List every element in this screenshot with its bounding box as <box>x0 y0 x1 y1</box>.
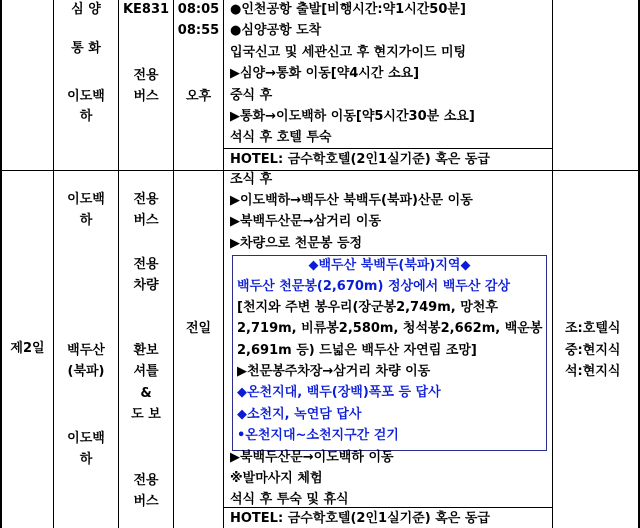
region-label: 통 화 <box>71 41 101 56</box>
schedule-line: 석식 후 호텔 투숙 <box>230 130 332 145</box>
meal-label: 조:호텔식 <box>565 321 621 336</box>
col-divider <box>223 0 224 528</box>
col-divider <box>552 0 553 528</box>
box-detail: [천지와 주변 봉우리(장군봉2,749m, 망천후 <box>237 300 498 315</box>
region-label: 이도백 <box>67 192 105 207</box>
schedule-line: ▶차량으로 천문봉 등정 <box>230 236 363 251</box>
table-border-left <box>0 0 2 528</box>
transport-label: 환보 <box>133 343 159 358</box>
region-label: 하 <box>79 213 93 228</box>
region-label: 심 양 <box>71 2 101 17</box>
schedule-line: ▶심양→통화 이동[약4시간 소요] <box>230 66 420 81</box>
box-detail: 2,691m 등) 드넓은 백두산 자연림 조망] <box>237 343 477 358</box>
schedule-line: 입국신고 및 세관신고 후 현지가이드 미팅 <box>230 45 467 60</box>
transport-label: 버스 <box>133 89 159 104</box>
schedule-line: ▶통화→이도백하 이동[약5시간30분 소요] <box>230 109 475 124</box>
row-divider <box>0 170 640 171</box>
region-label: 이도백 <box>67 89 105 104</box>
box-line: 백두산 천문봉(2,670m) 정상에서 백두산 감상 <box>237 279 511 294</box>
region-label: 이도백 <box>67 431 105 446</box>
transport-label: 버스 <box>133 213 159 228</box>
meal-label: 석:현지식 <box>565 364 621 379</box>
time-label: 08:05 <box>177 2 220 17</box>
transport-label: 전용 <box>133 68 159 83</box>
col-divider <box>173 0 174 528</box>
schedule-line: ▶북백두산문→삼거리 이동 <box>230 214 381 229</box>
row-divider <box>223 148 553 149</box>
box-line: ◆온천지대, 백두(장백)폭포 등 답사 <box>237 385 441 400</box>
box-line: ▶천문봉주차장→삼거리 차량 이동 <box>237 364 431 379</box>
schedule-line: 중식 후 <box>230 88 273 103</box>
day-label: 제2일 <box>10 341 45 356</box>
schedule-line: ▶북백두산문→이도백하 이동 <box>230 450 394 465</box>
meal-label: 중:현지식 <box>565 343 621 358</box>
transport-label: & <box>140 386 152 401</box>
time-label: 08:55 <box>177 23 220 38</box>
schedule-line: ●심양공항 도착 <box>230 23 322 38</box>
flight-number: KE831 <box>122 2 170 17</box>
transport-label: 셔틀 <box>133 364 159 379</box>
transport-label: 전용 <box>133 257 159 272</box>
box-title: ◆백두산 북백두(북파)지역◆ <box>308 258 471 273</box>
transport-label: 차량 <box>133 278 159 293</box>
schedule-line: ●인천공항 출발[비행시간:약1시간50분] <box>230 2 466 17</box>
time-label: 오후 <box>185 89 212 104</box>
box-line: •온천지대~소천지구간 걷기 <box>237 428 399 443</box>
hotel-line: HOTEL: 금수학호텔(2인1실기준) 혹은 동급 <box>230 511 490 526</box>
schedule-line: ※발마사지 체험 <box>230 471 323 486</box>
schedule-line: 석식 후 투숙 및 휴식 <box>230 492 349 507</box>
transport-label: 도 보 <box>131 407 161 422</box>
transport-label: 전용 <box>133 473 159 488</box>
hotel-line: HOTEL: 금수학호텔(2인1실기준) 혹은 동급 <box>230 152 490 167</box>
time-label: 전일 <box>185 321 212 336</box>
col-divider <box>53 0 54 528</box>
box-line: ◆소천지, 녹연담 답사 <box>237 407 362 422</box>
transport-label: 버스 <box>133 494 159 509</box>
region-label: 백두산 <box>67 343 105 358</box>
box-detail: 2,719m, 비류봉2,580m, 청석봉2,662m, 백운봉 <box>237 321 543 336</box>
schedule-line: 조식 후 <box>230 172 273 187</box>
transport-label: 전용 <box>133 192 159 207</box>
schedule-line: ▶이도백하→백두산 북백두(북파)산문 이동 <box>230 193 473 208</box>
region-label: 하 <box>79 452 93 467</box>
region-label: 하 <box>79 109 93 124</box>
region-label: (북파) <box>67 364 105 379</box>
